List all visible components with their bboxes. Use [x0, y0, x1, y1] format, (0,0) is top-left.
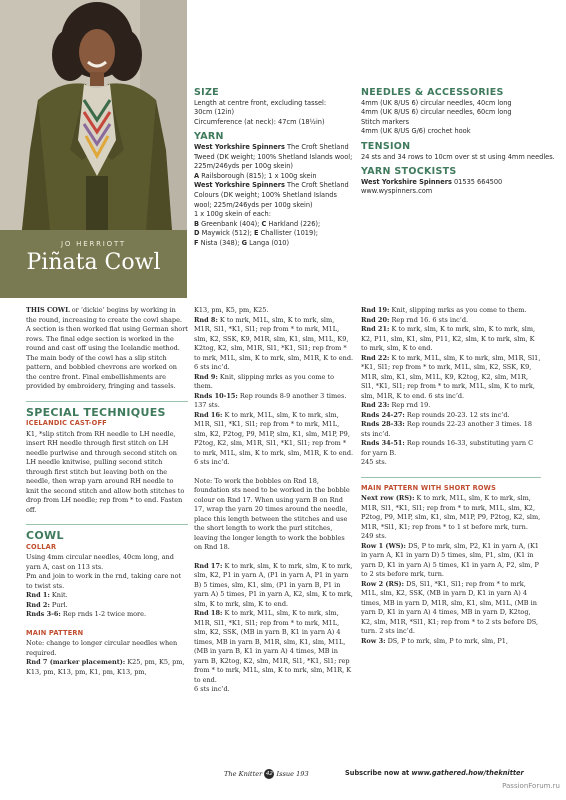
- round-instruction: [361, 439, 541, 458]
- note-text: Note: change to longer circular needles when required.: [26, 639, 178, 657]
- round-text: Rep rounds 16-33, substituting yarn C for yarn B.: [361, 439, 534, 457]
- short-rows-heading: MAIN PATTERN WITH SHORT ROWS: [361, 483, 497, 492]
- size-line: Length at centre front, excluding tassel:: [194, 98, 327, 107]
- intro-lead: THIS COWL: [26, 306, 70, 314]
- size-section: [194, 88, 354, 127]
- divider: [26, 524, 188, 525]
- yarn-brand: West Yorkshire Spinners: [194, 181, 285, 190]
- round-label: Rnds 3-6:: [26, 610, 61, 618]
- round-text: K13, pm, K5, pm, K25.: [194, 306, 269, 314]
- row-label: Row 3:: [361, 636, 386, 645]
- yarn-line: [194, 181, 354, 210]
- round-label: Rnd 22:: [361, 353, 390, 362]
- bobble-note: Note: To work the bobbles on Rnd 18, foundation sts need to be worked in the bobble colour on Rnd 17. When using yarn B on Rnd 17, wrap the yarn 20 times around the needle, place this length between the stitches and use the short length to work the purl stitches, leaving the longer length to work the bobbles on Rnd 18.: [194, 476, 350, 551]
- yarn-letter: C: [261, 219, 267, 228]
- watermark: PassionForum.ru: [502, 782, 560, 790]
- round-label: Rnd 19:: [361, 306, 390, 314]
- yarn-letter: D: [194, 229, 200, 238]
- round-instruction: [361, 401, 541, 411]
- yarn-colour: Harkland (226);: [266, 219, 321, 228]
- magazine-name: The Knitter: [224, 770, 263, 778]
- round-text: K to mrk, slm, K to mrk, slm, K to mrk, slm, K2, P1 in yarn A, (P1 in yarn A, P1 in yarn B) 5 times, slm, K1, slm, (P1 in yarn B, P1 in yarn A) 5 times, P1 in yarn A, K2, slm, K to mrk, slm, K to mrk, slm, K to end.: [194, 561, 353, 608]
- round-text: 6 sts inc’d.: [194, 685, 230, 693]
- round-text: Knit, slipping mrks as you come to them.: [194, 372, 334, 390]
- round-text: K to mrk, M1L, slm, K to mrk, slm, M1R, Sl1, *K1, Sl1; rep from * to mrk, M1L, slm, K2, P2tog, P9, M1P, slm, K1, slm, M1P, P9, P2tog, K2, slm, M1R, Sl1, *K1, Sl1; rep from * to mrk, M1L, slm, K to mrk, slm, M1R, K to end. 6 sts inc’d.: [194, 410, 354, 466]
- round-text: Rep rnds 1-2 twice more.: [60, 610, 147, 618]
- stockist-name: West Yorkshire Spinners: [361, 177, 452, 186]
- needles-line: Stitch markers: [361, 117, 410, 126]
- yarn-description: The Croft Shetland Tweed (DK weight; 100% Shetland Islands wool; 225m/246yds per 100g skein): [194, 142, 353, 171]
- intro-paragraph: [26, 306, 188, 392]
- round-instruction: [26, 610, 188, 620]
- yarn-letter: G: [241, 238, 248, 247]
- footer-magazine: [224, 769, 309, 779]
- yarn-description: The Croft Shetland Colours (DK weight; 100% Shetland Islands wool; 225m/246yds per 100g skein): [194, 181, 349, 209]
- round-text: Knit, slipping mrks as you come to them.: [389, 306, 527, 314]
- yarn-line: [194, 229, 354, 239]
- collar-heading: COLLAR: [26, 542, 57, 551]
- tension-section: [361, 142, 556, 162]
- needles-heading: NEEDLES & ACCESSORIES: [361, 87, 504, 98]
- size-line: Circumference (at neck): 47cm (18½in): [194, 117, 325, 126]
- round-instruction: [26, 658, 188, 677]
- intro-text: or ‘dickie’ begins by working in the round, increasing to create the cowl shape. A section is then worked flat using German short rows. The final edge section is worked in the round and cast off using the Icelandic method. The main body of the cowl has a slip stitch pattern, and bobbled chevrons are worked on the centre front. Final embellishments are provided by embroidery, fringing and tassels.: [26, 306, 188, 390]
- icelandic-heading: ICELANDIC CAST-OFF: [26, 419, 107, 427]
- main-pattern-heading: MAIN PATTERN: [26, 628, 84, 637]
- round-instruction: [361, 306, 541, 316]
- needles-line: 4mm (UK 8/US 6) circular needles, 40cm long: [361, 98, 512, 107]
- yarn-colour: Nista (348);: [198, 238, 242, 247]
- round-label: Rnd 2:: [26, 600, 50, 609]
- row-label: Row 2 (RS):: [361, 579, 405, 588]
- round-text: Rep rounds 8-9 another 3 times. 137 sts.: [194, 391, 347, 409]
- divider: [26, 401, 188, 402]
- row-text: DS, P to mrk, slm, P2, K1 in yarn A, (K1 in yarn A, K1 in yarn D) 5 times, slm, P1, slm, (K1 in yarn D, K1 in yarn A) 5 times, K1 in yarn A, P2, slm, P to 2 sts before mrk, turn.: [361, 541, 539, 578]
- yarn-line: [194, 172, 354, 182]
- yarn-letter: E: [254, 229, 259, 238]
- yarn-letter: B: [194, 219, 200, 228]
- stockist-url: www.wyspinners.com: [361, 187, 433, 196]
- yarn-section: [194, 132, 354, 248]
- round-instruction: [361, 316, 541, 326]
- title-box: [0, 230, 187, 298]
- cowl-heading: COWL: [26, 529, 64, 542]
- yarn-colour: Maywick (512);: [199, 229, 255, 238]
- round-text: Rep rnd 16. 6 sts inc’d.: [389, 315, 469, 324]
- tension-heading: TENSION: [361, 140, 411, 152]
- stockist-phone: 01535 664500: [451, 177, 503, 186]
- row-instruction: [361, 637, 541, 647]
- round-label: Rnd 16:: [194, 410, 223, 419]
- round-label: Rnd 23:: [361, 401, 390, 409]
- collar-text: Pm and join to work in the rnd, taking care not to twist sts.: [26, 572, 182, 590]
- yarn-line: [194, 239, 354, 249]
- round-label: Rnd 8:: [194, 315, 218, 324]
- round-label: Rnd 9:: [194, 372, 218, 381]
- row-instruction: [361, 580, 541, 637]
- divider: [361, 477, 541, 478]
- round-instruction: [194, 316, 354, 373]
- row-instruction: [361, 542, 541, 580]
- page-number: 42: [265, 771, 273, 777]
- round-text: Rep rounds 20-23. 12 sts inc’d.: [404, 410, 510, 419]
- round-label: Rnd 21:: [361, 325, 390, 333]
- row-text: 249 sts.: [361, 532, 387, 540]
- row-instruction: [361, 494, 541, 532]
- pattern-title: Piñata Cowl: [26, 250, 161, 275]
- size-yarn-panel: [194, 88, 354, 254]
- yarn-colour: Greenbank (404);: [199, 219, 262, 228]
- yarn-letter: A: [194, 171, 200, 180]
- column-1: [26, 306, 188, 686]
- yarn-letter: F: [194, 238, 199, 247]
- row-label: Row 1 (WS):: [361, 541, 406, 550]
- subscribe-text: Subscribe now at: [345, 769, 412, 777]
- yarn-brand: West Yorkshire Spinners: [194, 142, 285, 151]
- yarn-heading: YARN: [194, 131, 224, 143]
- round-text: Rep rnd 19.: [389, 401, 431, 409]
- round-text: 245 sts.: [361, 458, 387, 466]
- round-label: Rnds 34-51:: [361, 439, 405, 447]
- round-instruction: [361, 411, 541, 421]
- stockists-heading: YARN STOCKISTS: [361, 166, 457, 178]
- special-techniques-heading: SPECIAL TECHNIQUES: [26, 405, 166, 419]
- round-label: Rnds 24-27:: [361, 410, 405, 419]
- designer-name: JO HERRIOTT: [60, 240, 127, 248]
- round-instruction: [361, 325, 541, 354]
- round-label: Rnd 17:: [194, 561, 223, 570]
- row-text: K to mrk, M1L, slm, K to mrk, slm, M1R, Sl1, *K1, Sl1; rep from * to mrk, M1L, slm, K2, P2tog, P9, M1P, slm, K1, slm, M1P, P9, P2tog, K2, slm, M1R, *Sl1, K1; rep from * to 1 st before mrk, turn.: [361, 494, 541, 531]
- icelandic-text: K1, *slip stitch from RH needle to LH needle, insert RH needle through first stitch on LH needle purlwise and through second stitch on LH needle knitwise, pulling second stitch through first stitch but leaving both on the needle, then wrap yarn around RH needle to knit the second stitch and allow both stitches to drop from LH needle; rep from * to end. Fasten off.: [26, 429, 185, 514]
- round-text: K to mrk, M1L, slm, K to mrk, slm, M1R, Sl1, *K1, Sl1; rep from * to mrk, M1L, slm, K2, SSK, K9, M1R, slm, K1, slm, M1L, K9, K2tog, K2, slm, M1R, Sl1, *K1, Sl1; rep from * to mrk, M1L, slm, K to mrk, slm, M1R, K to end. 6 sts inc’d.: [194, 315, 354, 371]
- round-text: Knit.: [49, 591, 68, 599]
- collar-text: Using 4mm circular needles, 40cm long, and yarn A, cast on 113 sts.: [26, 553, 174, 571]
- subscribe-link[interactable]: www.gathered.how/theknitter: [411, 769, 524, 777]
- size-heading: SIZE: [194, 87, 219, 98]
- row-text: DS, P to mrk, slm, P to mrk, slm, P1,: [385, 636, 508, 645]
- round-text: K to mrk, M1L, slm, K to mrk, slm, M1R, Sl1, *K1, Sl1; rep from * to mrk, M1L, slm, K2, SSK, K9, M1R, slm, K1, slm, M1L, K9, K2tog, K2, slm, M1R, Sl1, *K1, Sl1; rep from * to mrk, M1L, slm, K to mrk, slm, M1R, K to end. 6 sts inc’d.: [361, 353, 541, 400]
- round-instruction: [26, 591, 188, 601]
- row-label: Next row (RS):: [361, 494, 415, 502]
- needles-tension-panel: [361, 88, 556, 202]
- round-label: Rnd 18:: [194, 609, 223, 617]
- round-instruction: [194, 562, 354, 610]
- stockist-line: [361, 178, 556, 188]
- round-label: Rnds 28-33:: [361, 420, 405, 428]
- round-text: K25, pm, K5, pm, K13, pm, K13, pm, K1, pm, K13, pm,: [26, 658, 185, 676]
- round-instruction: [26, 601, 188, 611]
- round-instruction: [194, 609, 354, 685]
- round-label: Rnd 20:: [361, 315, 390, 324]
- column-2: [194, 306, 354, 695]
- round-text: Purl.: [49, 600, 68, 609]
- needles-line: 4mm (UK 8/US 6) circular needles, 60cm long: [361, 108, 512, 117]
- round-instruction: [194, 373, 354, 392]
- round-label: Rnd 7 (marker placement):: [26, 658, 126, 666]
- row-text: DS, Sl1, *K1, Sl1; rep from * to mrk, M1L, slm, K2, SSK, (MB in yarn D, K1 in yarn A) 4 times, MB in yarn D, M1R, slm, K1, slm, M1L, (MB in yarn D, K1 in yarn A) 4 times, MB in yarn D, K2tog, K2, slm, M1R, *Sl1, K1; rep from * to 2 sts before DS, turn. 2 sts inc’d.: [361, 579, 539, 635]
- needles-line: 4mm (UK 8/US G/6) crochet hook: [361, 127, 471, 136]
- stockists-section: [361, 167, 556, 197]
- size-line: 30cm (12in): [194, 108, 235, 117]
- round-label: Rnds 10-15:: [194, 391, 238, 400]
- tension-line: 24 sts and 34 rows to 10cm over st st using 4mm needles.: [361, 152, 555, 161]
- yarn-line: [194, 143, 354, 172]
- round-label: Rnd 1:: [26, 591, 50, 599]
- round-instruction: [194, 392, 354, 411]
- round-text: Rep rounds 22-23 another 3 times. 18 sts inc’d.: [361, 420, 533, 438]
- page-footer: [0, 765, 566, 785]
- round-instruction: [361, 420, 541, 439]
- round-instruction: [361, 354, 541, 402]
- round-text: K to mrk, slm, K to mrk, slm, K to mrk, slm, K2, P11, slm, K1, slm, P11, K2, slm, K to mrk, slm, K to mrk, slm, K to end.: [361, 325, 536, 352]
- yarn-colour: Langa (010): [247, 238, 290, 247]
- footer-subscribe: [345, 769, 524, 777]
- yarn-line: [194, 220, 354, 230]
- yarn-line: 1 x 100g skein of each:: [194, 210, 271, 219]
- round-instruction: [194, 411, 354, 468]
- yarn-colour: Railsborough (815); 1 x 100g skein: [199, 171, 317, 180]
- issue-number: Issue 193: [276, 770, 309, 778]
- yarn-colour: Challister (1019);: [258, 229, 318, 238]
- column-3: [361, 306, 541, 646]
- round-text: K to mrk, M1L, slm, K to mrk, slm, M1R, Sl1, *K1, Sl1; rep from * to mrk, M1L, slm, K2, SSK, (MB in yarn B, K1 in yarn A) 4 times, MB in yarn B, M1R, slm, K1, slm, M1L, (MB in yarn B, K1 in yarn A) 4 times, MB in yarn B, K2tog, K2, slm, M1R, Sl1, *K1, Sl1; rep from * to mrk, M1L, slm, K to mrk, slm, M1R, K to end.: [194, 609, 352, 684]
- needles-section: [361, 88, 556, 137]
